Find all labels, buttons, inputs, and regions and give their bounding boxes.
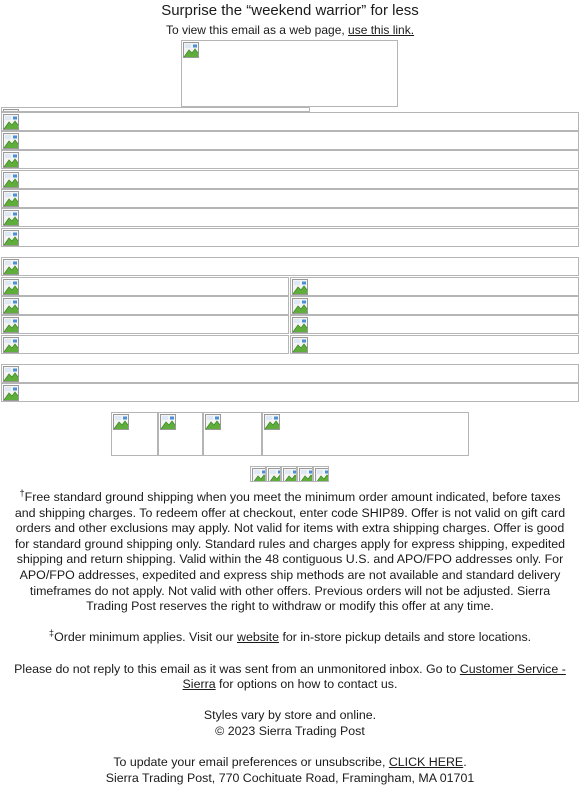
broken-image-icon — [292, 279, 308, 295]
broken-image-icon — [3, 172, 19, 188]
logo-image[interactable] — [181, 40, 398, 107]
view-web-prefix: To view this email as a web page, — [165, 23, 349, 37]
footer-nav-image-3[interactable] — [203, 412, 262, 456]
broken-image-icon — [252, 468, 266, 482]
broken-image-icon — [292, 317, 308, 333]
broken-image-icon — [3, 337, 19, 353]
footer-nav-image-1[interactable] — [111, 412, 158, 456]
broken-image-icon — [3, 191, 19, 207]
broken-image-icon — [3, 230, 19, 246]
broken-image-icon — [264, 414, 280, 430]
order-minimum-text-end: for in-store pickup details and store locations. — [279, 630, 532, 645]
preferences-text: To update your email preferences or unsubscribe, — [113, 755, 389, 770]
broken-image-icon — [268, 468, 281, 482]
preferences-text-end: . — [463, 755, 467, 770]
product-image-left-1[interactable] — [1, 277, 289, 296]
broken-image-icon — [183, 42, 199, 58]
broken-image-icon — [3, 279, 19, 295]
order-minimum-text: Order minimum applies. Visit our — [54, 630, 237, 645]
shipping-disclaimer-text: Free standard ground shipping when you meet the minimum order amount indicated, before taxes and shipping charges. To redeem offer at checkout, enter code SHIP89. Offer is not valid on gift card orders and other exclusions may apply. Not valid for items with extra shipping charges. Offer is good for standard ground shipping only. Standard rules and charges apply for express shipping, expedited shipping and return shipping. Valid within the 48 contiguous U.S. and APO/FPO addresses only. For APO/FPO addresses, expedited and express ship methods are not available and standard delivery timeframes do not apply. Not valid with other offers. Previous orders will not be adjusted. Sierra Trading Post reserves the right to withdraw or modify this offer at any time. — [14, 490, 566, 614]
broken-image-icon — [3, 133, 19, 149]
promo-image-2[interactable] — [1, 383, 579, 402]
broken-image-icon — [292, 337, 308, 353]
product-image-left-2[interactable] — [1, 296, 289, 315]
product-image-right-4[interactable] — [290, 335, 579, 354]
banner-image-7[interactable] — [1, 228, 579, 247]
broken-image-icon — [3, 210, 19, 226]
footer-nav-image-4[interactable] — [262, 412, 469, 456]
customer-service-link[interactable]: Customer Service - Sierra — [182, 661, 566, 692]
order-minimum-note — [10, 630, 570, 646]
dagger-mark: † — [19, 487, 25, 498]
broken-image-icon — [299, 468, 313, 482]
email-heading: Surprise the “weekend warrior” for less — [161, 2, 419, 19]
social-image-4[interactable] — [297, 466, 313, 482]
broken-image-icon — [160, 414, 176, 430]
banner-image-3[interactable] — [1, 150, 579, 169]
noreply-note — [10, 662, 570, 693]
promo-image-1[interactable] — [1, 364, 579, 383]
banner-image-4[interactable] — [1, 170, 579, 189]
product-image-right-2[interactable] — [290, 296, 579, 315]
broken-image-icon — [205, 414, 221, 430]
view-web-line — [0, 23, 580, 37]
noreply-text-end: for options on how to contact us. — [215, 677, 398, 692]
preferences-note — [10, 755, 570, 786]
social-image-3[interactable] — [281, 466, 297, 482]
banner-image-6[interactable] — [1, 208, 579, 227]
section-header-image[interactable] — [1, 257, 579, 276]
banner-image-5[interactable] — [1, 189, 579, 208]
social-image-5[interactable] — [313, 466, 329, 482]
styles-vary-text: Styles vary by store and online. — [203, 708, 377, 723]
broken-image-icon — [3, 114, 19, 130]
banner-image-2[interactable] — [1, 131, 579, 150]
social-image-2[interactable] — [266, 466, 281, 482]
broken-image-icon — [3, 385, 19, 401]
broken-image-icon — [3, 317, 19, 333]
footer-legal — [0, 487, 580, 802]
broken-image-icon — [3, 366, 19, 382]
styles-copyright — [10, 708, 570, 739]
broken-image-icon — [3, 259, 19, 275]
company-address: Sierra Trading Post, 770 Cochituate Road, Framingham, MA 01701 — [105, 770, 475, 785]
product-image-right-1[interactable] — [290, 277, 579, 296]
unsubscribe-link[interactable]: CLICK HERE — [388, 755, 464, 770]
broken-image-icon — [3, 298, 19, 314]
broken-image-icon — [292, 298, 308, 314]
broken-image-icon — [113, 414, 129, 430]
double-dagger-mark: ‡ — [48, 628, 55, 639]
copyright-text: © 2023 Sierra Trading Post — [215, 723, 365, 738]
product-image-right-3[interactable] — [290, 315, 579, 334]
broken-image-icon — [315, 468, 329, 482]
broken-image-icon — [283, 468, 297, 482]
banner-image-1[interactable] — [1, 112, 579, 131]
noreply-text: Please do not reply to this email as it was sent from an unmonitored inbox. Go to — [14, 661, 460, 676]
footer-nav-image-2[interactable] — [158, 412, 203, 456]
website-link[interactable]: website — [237, 630, 280, 645]
product-image-left-4[interactable] — [1, 335, 289, 354]
broken-image-icon — [3, 152, 19, 168]
social-image-1[interactable] — [250, 466, 266, 482]
shipping-disclaimer — [10, 487, 570, 615]
product-image-left-3[interactable] — [1, 315, 289, 334]
view-web-link[interactable]: use this link. — [348, 23, 415, 37]
